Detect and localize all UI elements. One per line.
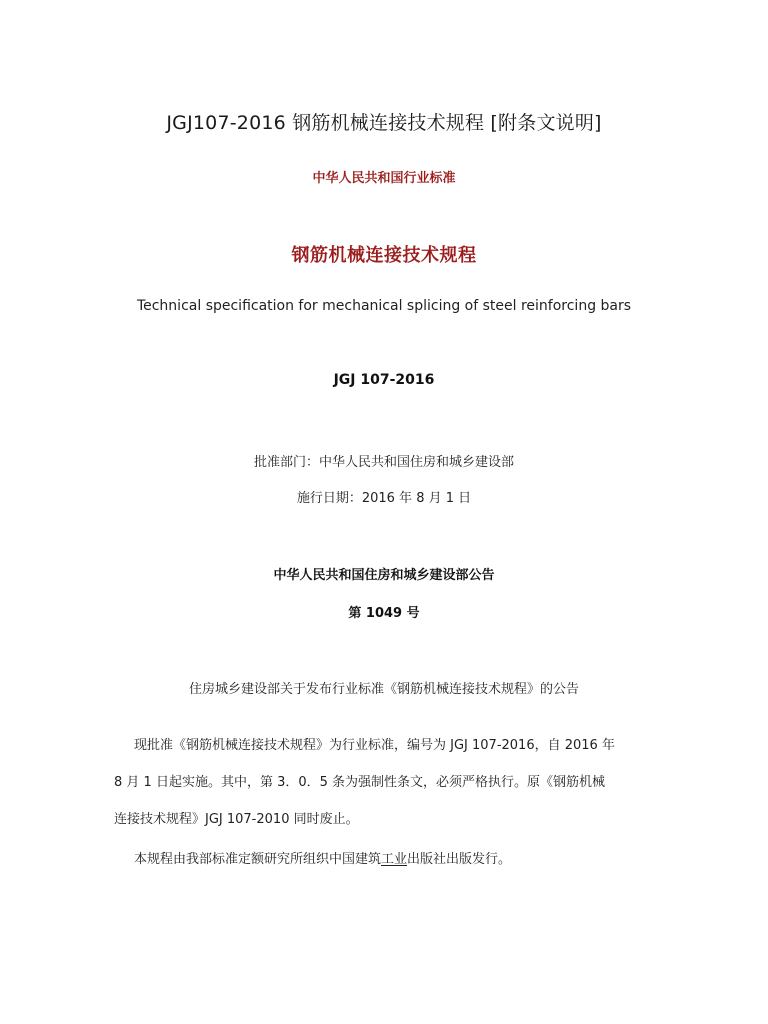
paragraph-1-line-2: 8 月 1 日起实施。其中，第 3．0．5 条为强制性条文，必须严格执行。原《钢筋机械 — [114, 775, 606, 790]
document-title: JGJ107-2016 钢筋机械连接技术规程 [附条文说明] — [166, 112, 602, 134]
paragraph-1-line-1: 现批准《钢筋机械连接技术规程》为行业标准，编号为 JGJ 107-2016，自 2016 年 — [134, 738, 615, 753]
announcement-title: 中华人民共和国住房和城乡建设部公告 — [273, 568, 495, 583]
paragraph-2-after: 出版社出版发行。 — [407, 852, 512, 867]
paragraph-2 — [134, 848, 694, 867]
issuer-label: 中华人民共和国行业标准 — [312, 171, 456, 186]
effective-date: 施行日期：2016 年 8 月 1 日 — [296, 491, 472, 506]
announcement-number: 第 1049 号 — [348, 606, 420, 621]
paragraph-2-underlined: 工业 — [381, 852, 408, 867]
paragraph-2-before: 本规程由我部标准定额研究所组织中国建筑 — [134, 852, 382, 867]
standard-main-title: 钢筋机械连接技术规程 — [291, 245, 477, 266]
notice-heading: 住房城乡建设部关于发布行业标准《钢筋机械连接技术规程》的公告 — [188, 682, 579, 697]
paragraph-1-line-3: 连接技术规程》JGJ 107-2010 同时废止。 — [114, 812, 359, 827]
approval-department: 批准部门：中华人民共和国住房和城乡建设部 — [253, 455, 514, 470]
standard-code: JGJ 107-2016 — [333, 372, 435, 388]
english-subtitle: Technical specification for mechanical splicing of steel reinforcing bars — [136, 298, 632, 314]
